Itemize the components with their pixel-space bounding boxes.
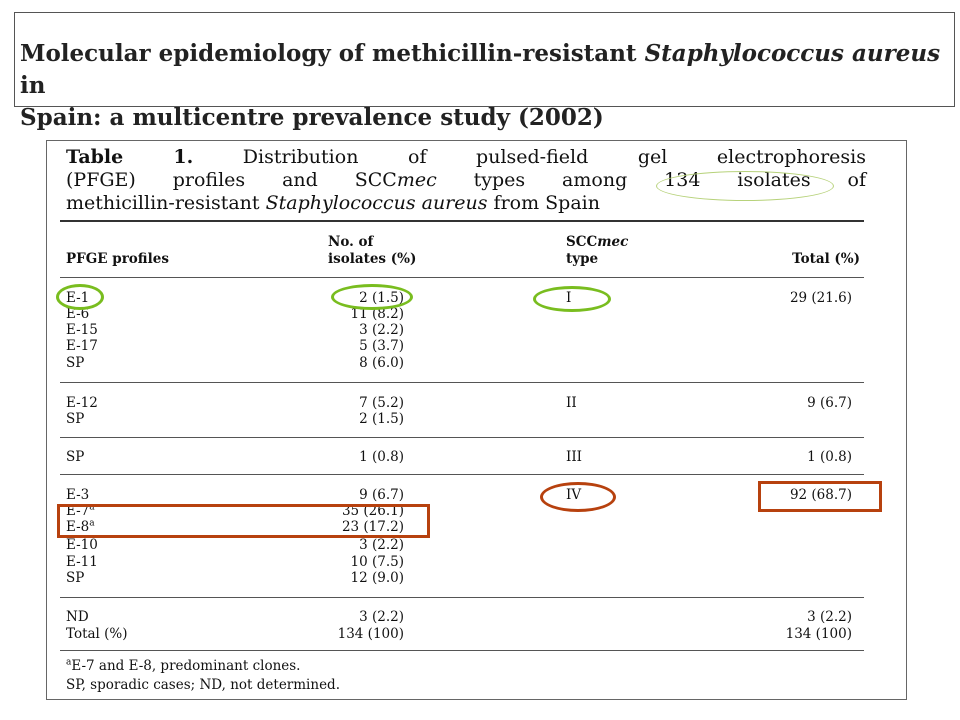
header-pfge-profiles: PFGE profiles (66, 251, 169, 267)
highlight-oval-type-iv (540, 482, 616, 512)
table-caption-line3-start: methicillin-resistant (66, 192, 266, 214)
table-cell-profile: E-10 (66, 537, 98, 553)
table-caption-mec: mec (396, 169, 437, 191)
highlight-oval-e1 (56, 284, 104, 310)
table-bottom-rule (60, 650, 864, 651)
group-divider (60, 437, 864, 438)
profile-text: E-8 (66, 519, 90, 535)
table-cell-isolates: 3 (2.2) (359, 609, 404, 625)
table-cell-isolates: 7 (5.2) (359, 395, 404, 411)
table-cell-isolates: 134 (100) (337, 626, 404, 642)
header-type-line2: type (566, 251, 599, 267)
table-figure (46, 140, 907, 700)
table-cell-isolates: 2 (1.5) (359, 290, 404, 306)
table-cell-isolates: 5 (3.7) (359, 338, 404, 354)
table-footnote-abbrev: SP, sporadic cases; ND, not determined. (66, 677, 340, 693)
header-total: Total (%) (792, 251, 860, 267)
table-caption-line2-start: (PFGE) profiles and SCC (66, 169, 397, 191)
table-cell-total: 9 (6.7) (807, 395, 852, 411)
header-type-mec: mec (597, 234, 629, 250)
table-cell-isolates: 11 (8.2) (350, 306, 404, 322)
header-type-scc: SCC (566, 234, 598, 250)
table-cell-profile: SP (66, 570, 85, 586)
header-no-line2: isolates (%) (328, 251, 417, 267)
paper-title (20, 38, 960, 134)
highlight-oval-e1-isolates (331, 284, 413, 310)
group-divider (60, 597, 864, 598)
table-cell-isolates: 2 (1.5) (359, 411, 404, 427)
table-cell-isolates: 8 (6.0) (359, 355, 404, 371)
header-no-isolates (328, 234, 416, 268)
paper-title-species: Staphylococcus aureus (644, 40, 941, 67)
table-cell-total: 134 (100) (785, 626, 852, 642)
table-caption-line3-end: from Spain (487, 192, 600, 214)
table-cell-profile: SP (66, 411, 85, 427)
table-caption-line2-end: types among 134 isolates of (436, 169, 866, 191)
table-cell-profile: E-6 (66, 306, 90, 322)
paper-title-line2: Spain: a multicentre prevalence study (2002) (20, 104, 604, 131)
group-divider (60, 382, 864, 383)
table-cell-isolates: 12 (9.0) (350, 570, 404, 586)
table-cell-type: I (566, 290, 572, 306)
table-cell-isolates: 3 (2.2) (359, 537, 404, 553)
table-cell-profile: E-3 (66, 487, 90, 503)
table-caption-label: Table 1. (66, 146, 194, 168)
table-cell-total: 92 (68.7) (789, 487, 852, 503)
table-cell-type: IV (566, 487, 582, 503)
table-cell-isolates: 35 (26.1) (341, 503, 404, 519)
table-cell-profile: SP (66, 355, 85, 371)
table-footnote-a (66, 658, 300, 675)
table-cell-total: 29 (21.6) (789, 290, 852, 306)
footnote-marker: a (89, 518, 95, 529)
header-bottom-rule (60, 277, 864, 278)
table-cell-isolates: 10 (7.5) (350, 554, 404, 570)
highlight-box-predominant-clones (57, 504, 430, 538)
table-cell-profile: E-1 (66, 290, 90, 306)
table-cell-profile: Total (%) (66, 626, 128, 642)
table-caption-line1: Distribution of pulsed-field gel electrophoresis (193, 146, 866, 168)
table-caption-species: Staphylococcus aureus (265, 192, 488, 214)
table-cell-profile: E-15 (66, 322, 98, 338)
table-cell-profile: SP (66, 449, 85, 465)
highlight-oval-134-isolates (656, 171, 834, 201)
footnote-marker: a (89, 502, 95, 513)
paper-title-line1-start: Molecular epidemiology of methicillin-resistant (20, 40, 645, 67)
profile-text: E-7 (66, 503, 90, 519)
table-cell-profile: ND (66, 609, 89, 625)
table-cell-type: III (566, 449, 582, 465)
table-cell-profile: E-11 (66, 554, 98, 570)
footnote-a-text: E-7 and E-8, predominant clones. (71, 658, 301, 674)
table-cell-profile: E-12 (66, 395, 98, 411)
table-cell-isolates: 3 (2.2) (359, 322, 404, 338)
table-top-rule (60, 220, 864, 222)
table-cell-total: 1 (0.8) (807, 449, 852, 465)
table-cell-profile: E-17 (66, 338, 98, 354)
table-cell-isolates: 23 (17.2) (341, 519, 404, 535)
paper-title-line1-end: in (20, 72, 46, 99)
table-cell-isolates: 9 (6.7) (359, 487, 404, 503)
header-no-line1: No. of (328, 234, 374, 250)
table-cell-isolates: 1 (0.8) (359, 449, 404, 465)
highlight-oval-type-i (533, 286, 611, 312)
header-sccmec-type (566, 234, 628, 268)
footnote-marker: a (66, 657, 72, 668)
table-cell-type: II (566, 395, 577, 411)
table-cell-total: 3 (2.2) (807, 609, 852, 625)
highlight-box-type-iv-total (758, 481, 882, 512)
group-divider (60, 474, 864, 475)
